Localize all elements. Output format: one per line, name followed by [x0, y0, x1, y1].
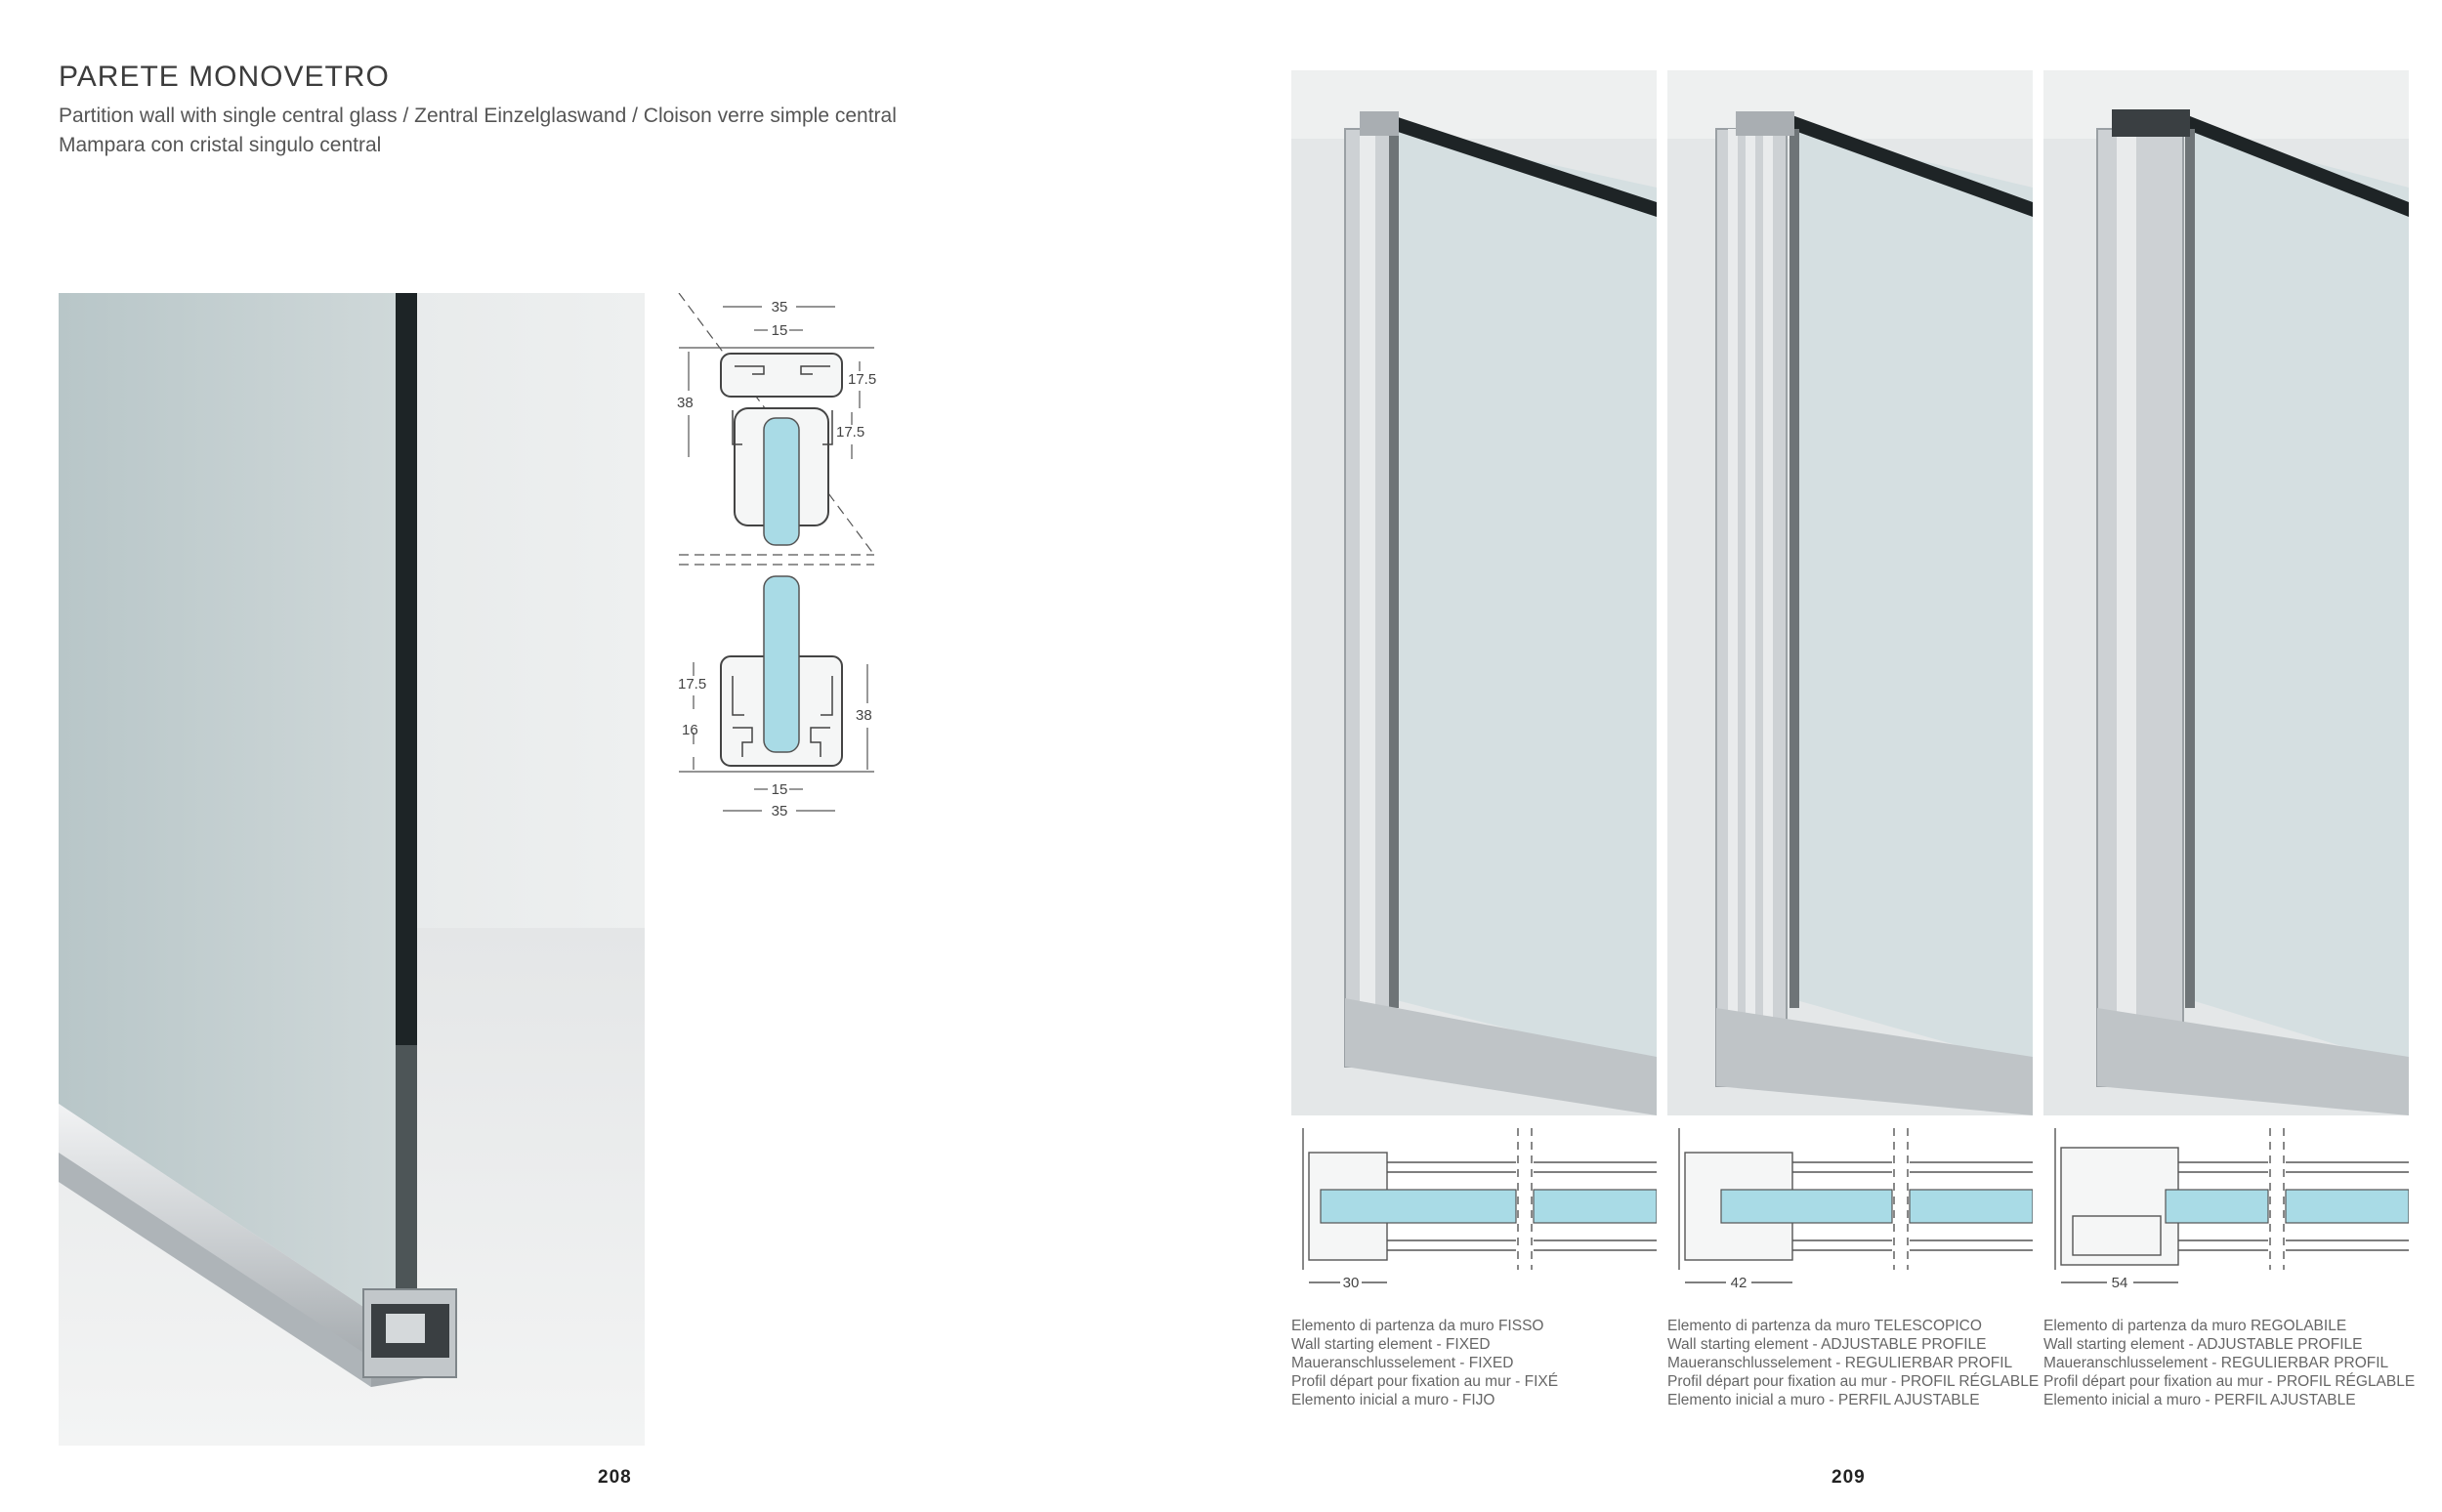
variant-section-telescopic-svg [1667, 1123, 2033, 1289]
caption-line: Maueranschlusselement - FIXED [1291, 1355, 1514, 1371]
variant-photo-adjustable [2043, 70, 2409, 1115]
product-photo-main [59, 293, 645, 1446]
dim-bottom-inner: 15 [771, 781, 788, 798]
dim-right-top-b: 17.5 [836, 424, 865, 441]
caption-line: Elemento di partenza da muro TELESCOPICO [1667, 1318, 1982, 1334]
variant-photo-fixed-illustration [1291, 70, 1657, 1115]
dim-right-top-a: 17.5 [848, 371, 877, 388]
variant-caption-telescopic [1667, 1317, 2039, 1409]
variant-dimension-fixed: 30 [1342, 1275, 1360, 1289]
caption-line: Elemento di partenza da muro FISSO [1291, 1318, 1544, 1334]
dim-left-top: 38 [677, 395, 694, 411]
profile-section-drawing [674, 293, 889, 820]
caption-line: Wall starting element - ADJUSTABLE PROFILE [2043, 1336, 2363, 1353]
variant-photo-adjustable-illustration [2043, 70, 2409, 1115]
caption-line: Profil départ pour fixation au mur - PROFIL RÉGLABLE [2043, 1373, 2416, 1390]
caption-line: Profil départ pour fixation au mur - FIXÉ [1291, 1373, 1559, 1390]
dim-top-outer: 35 [771, 299, 788, 315]
caption-line: Maueranschlusselement - REGULIERBAR PROFIL [2043, 1355, 2389, 1371]
variant-dimension-adjustable: 54 [2111, 1275, 2128, 1289]
page-number-right: 209 [1832, 1467, 1866, 1488]
variant-section-adjustable [2043, 1123, 2409, 1289]
caption-line: Wall starting element - FIXED [1291, 1336, 1491, 1353]
variant-section-telescopic [1667, 1123, 2033, 1289]
subtitle-line-1: Partition wall with single central glass / Zentral Einzelglaswand / Cloison verre simple central [59, 105, 897, 127]
subtitle-line-2: Mampara con cristal singulo central [59, 134, 382, 156]
variant-photo-telescopic [1667, 70, 2033, 1115]
dim-top-inner: 15 [771, 322, 788, 339]
caption-line: Elemento di partenza da muro REGOLABILE [2043, 1318, 2347, 1334]
variant-caption-adjustable [2043, 1317, 2415, 1409]
variant-photo-fixed [1291, 70, 1657, 1115]
variant-photo-telescopic-illustration [1667, 70, 2033, 1115]
page-subtitle [59, 102, 897, 160]
variant-section-fixed-svg [1291, 1123, 1657, 1289]
variant-dimension-telescopic: 42 [1730, 1275, 1747, 1289]
caption-line: Elemento inicial a muro - PERFIL AJUSTABLE [2043, 1392, 2356, 1408]
variant-section-adjustable-svg [2043, 1123, 2409, 1289]
caption-line: Wall starting element - ADJUSTABLE PROFILE [1667, 1336, 1987, 1353]
variant-section-fixed [1291, 1123, 1657, 1289]
product-photo-main-illustration [59, 293, 645, 1446]
caption-line: Maueranschlusselement - REGULIERBAR PROFIL [1667, 1355, 2013, 1371]
caption-line: Elemento inicial a muro - PERFIL AJUSTABLE [1667, 1392, 1980, 1408]
profile-section-svg [674, 293, 889, 820]
dim-left-bottom-a: 17.5 [678, 676, 707, 693]
dim-left-bottom-b: 16 [682, 722, 698, 738]
page-title: PARETE MONOVETRO [59, 61, 390, 93]
page-number-left: 208 [598, 1467, 632, 1488]
dim-bottom-outer: 35 [771, 803, 788, 819]
caption-line: Profil départ pour fixation au mur - PROFIL RÉGLABLE [1667, 1373, 2040, 1390]
dim-right-bottom: 38 [856, 707, 872, 724]
caption-line: Elemento inicial a muro - FIJO [1291, 1392, 1495, 1408]
variant-caption-fixed [1291, 1317, 1558, 1409]
